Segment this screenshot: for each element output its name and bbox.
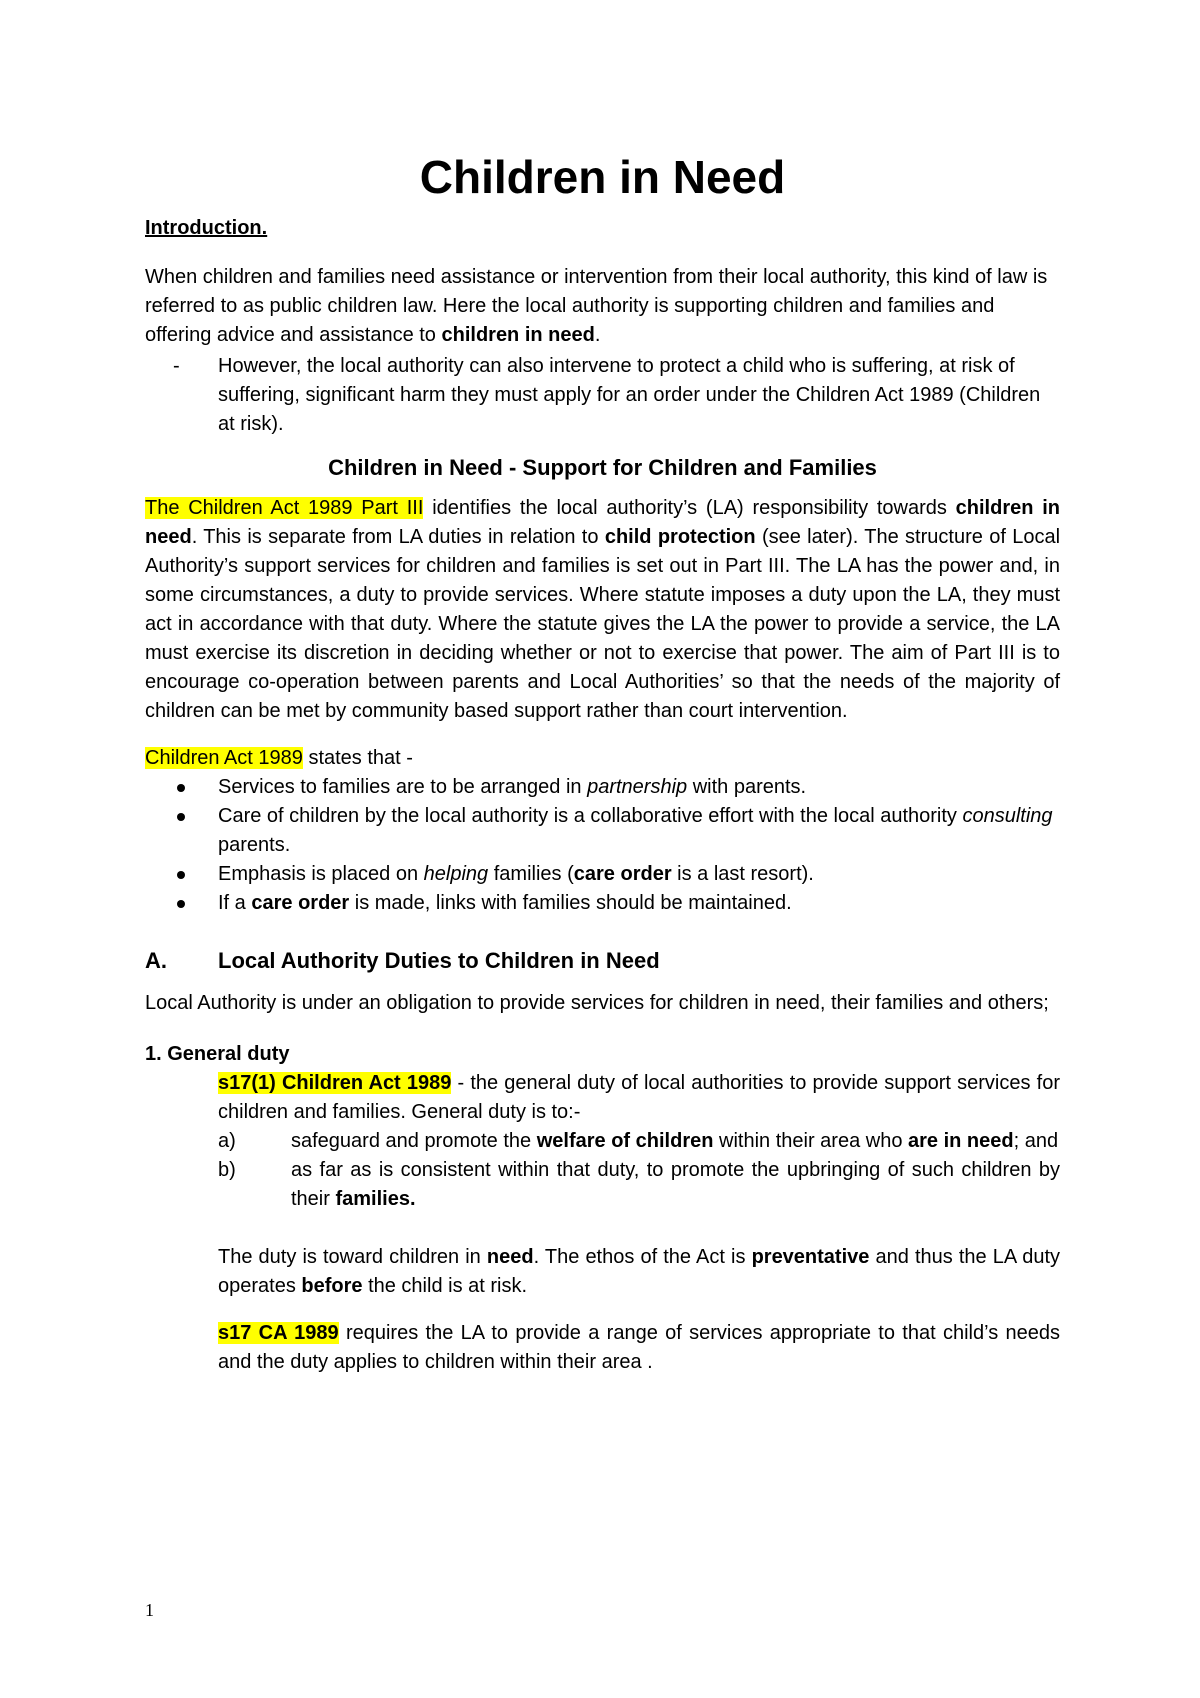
bullet-icon xyxy=(177,871,185,879)
page-title: Children in Need xyxy=(419,151,786,203)
section-a-heading: A. Local Authority Duties to Children in Need xyxy=(145,948,660,973)
section-a-intro: Local Authority is under an obligation to provide services for children in need, their families and others; xyxy=(145,992,1049,1014)
general-duty-item-b: b) as far as is consistent within that duty, to promote the upbringing of such children by their families. xyxy=(218,1159,1060,1210)
list-item: If a care order is made, links with families should be maintained. xyxy=(145,889,1060,918)
general-duty-heading: 1. General duty xyxy=(145,1043,290,1065)
s17-paragraph: s17 CA 1989 requires the LA to provide a range of services appropriate to that child’s needs and the duty applies to children within their area . xyxy=(218,1322,1060,1373)
page-number: 1 xyxy=(145,1600,154,1620)
bullet-icon xyxy=(177,900,185,908)
general-duty-item-a: a) safeguard and promote the welfare of children within their area who are in need; and xyxy=(218,1130,1059,1152)
bullet-icon xyxy=(177,813,185,821)
states-intro: Children Act 1989 states that - xyxy=(145,747,413,769)
list-item: - However, the local authority can also intervene to protect a child who is suffering, at risk of suffering, significant harm they must apply for an order under the Children Act 1989 (Children at risk). xyxy=(173,355,1041,435)
document-page xyxy=(145,150,1060,1377)
introduction-heading: Introduction. xyxy=(145,217,268,239)
list-item: Emphasis is placed on helping families (care order is a last resort). xyxy=(145,860,1060,889)
list-item: Services to families are to be arranged in partnership with parents. xyxy=(145,773,1060,802)
support-heading: Children in Need - Support for Children and Families xyxy=(328,455,877,480)
list-item: Care of children by the local authority is a collaborative effort with the local authority consulting parents. xyxy=(145,802,1060,860)
bullet-icon xyxy=(177,784,185,792)
states-bullet-list xyxy=(145,773,1060,918)
ethos-paragraph: The duty is toward children in need. The ethos of the Act is preventative and thus the LA duty operates before the child is at risk. xyxy=(218,1246,1061,1297)
general-duty-paragraph: s17(1) Children Act 1989 - the general duty of local authorities to provide support services for children and families. General duty is to:- xyxy=(218,1072,1060,1123)
introduction-paragraph: When children and families need assistance or intervention from their local authority, this kind of law is referred to as public children law. Here the local authority is supporting children and families and offering advice and assistance to children in need. xyxy=(145,266,1048,346)
support-paragraph: The Children Act 1989 Part III identifies the local authority’s (LA) responsibility towards children in need. This is separate from LA duties in relation to child protection (see later). The structure of Local Authority’s support services for children and families is set out in Part III. The LA has the power and, in some circumstances, a duty to provide services. Where statute imposes a duty upon the LA, they must act in accordance with that duty. Where the statute gives the LA the power to provide a service, the LA must exercise its discretion in deciding whether or not to exercise that power. The aim of Part III is to encourage co-operation between parents and Local Authorities’ so that the needs of the majority of children can be met by community based support rather than court intervention. xyxy=(145,497,1061,722)
introduction-dash-list xyxy=(145,352,1060,439)
